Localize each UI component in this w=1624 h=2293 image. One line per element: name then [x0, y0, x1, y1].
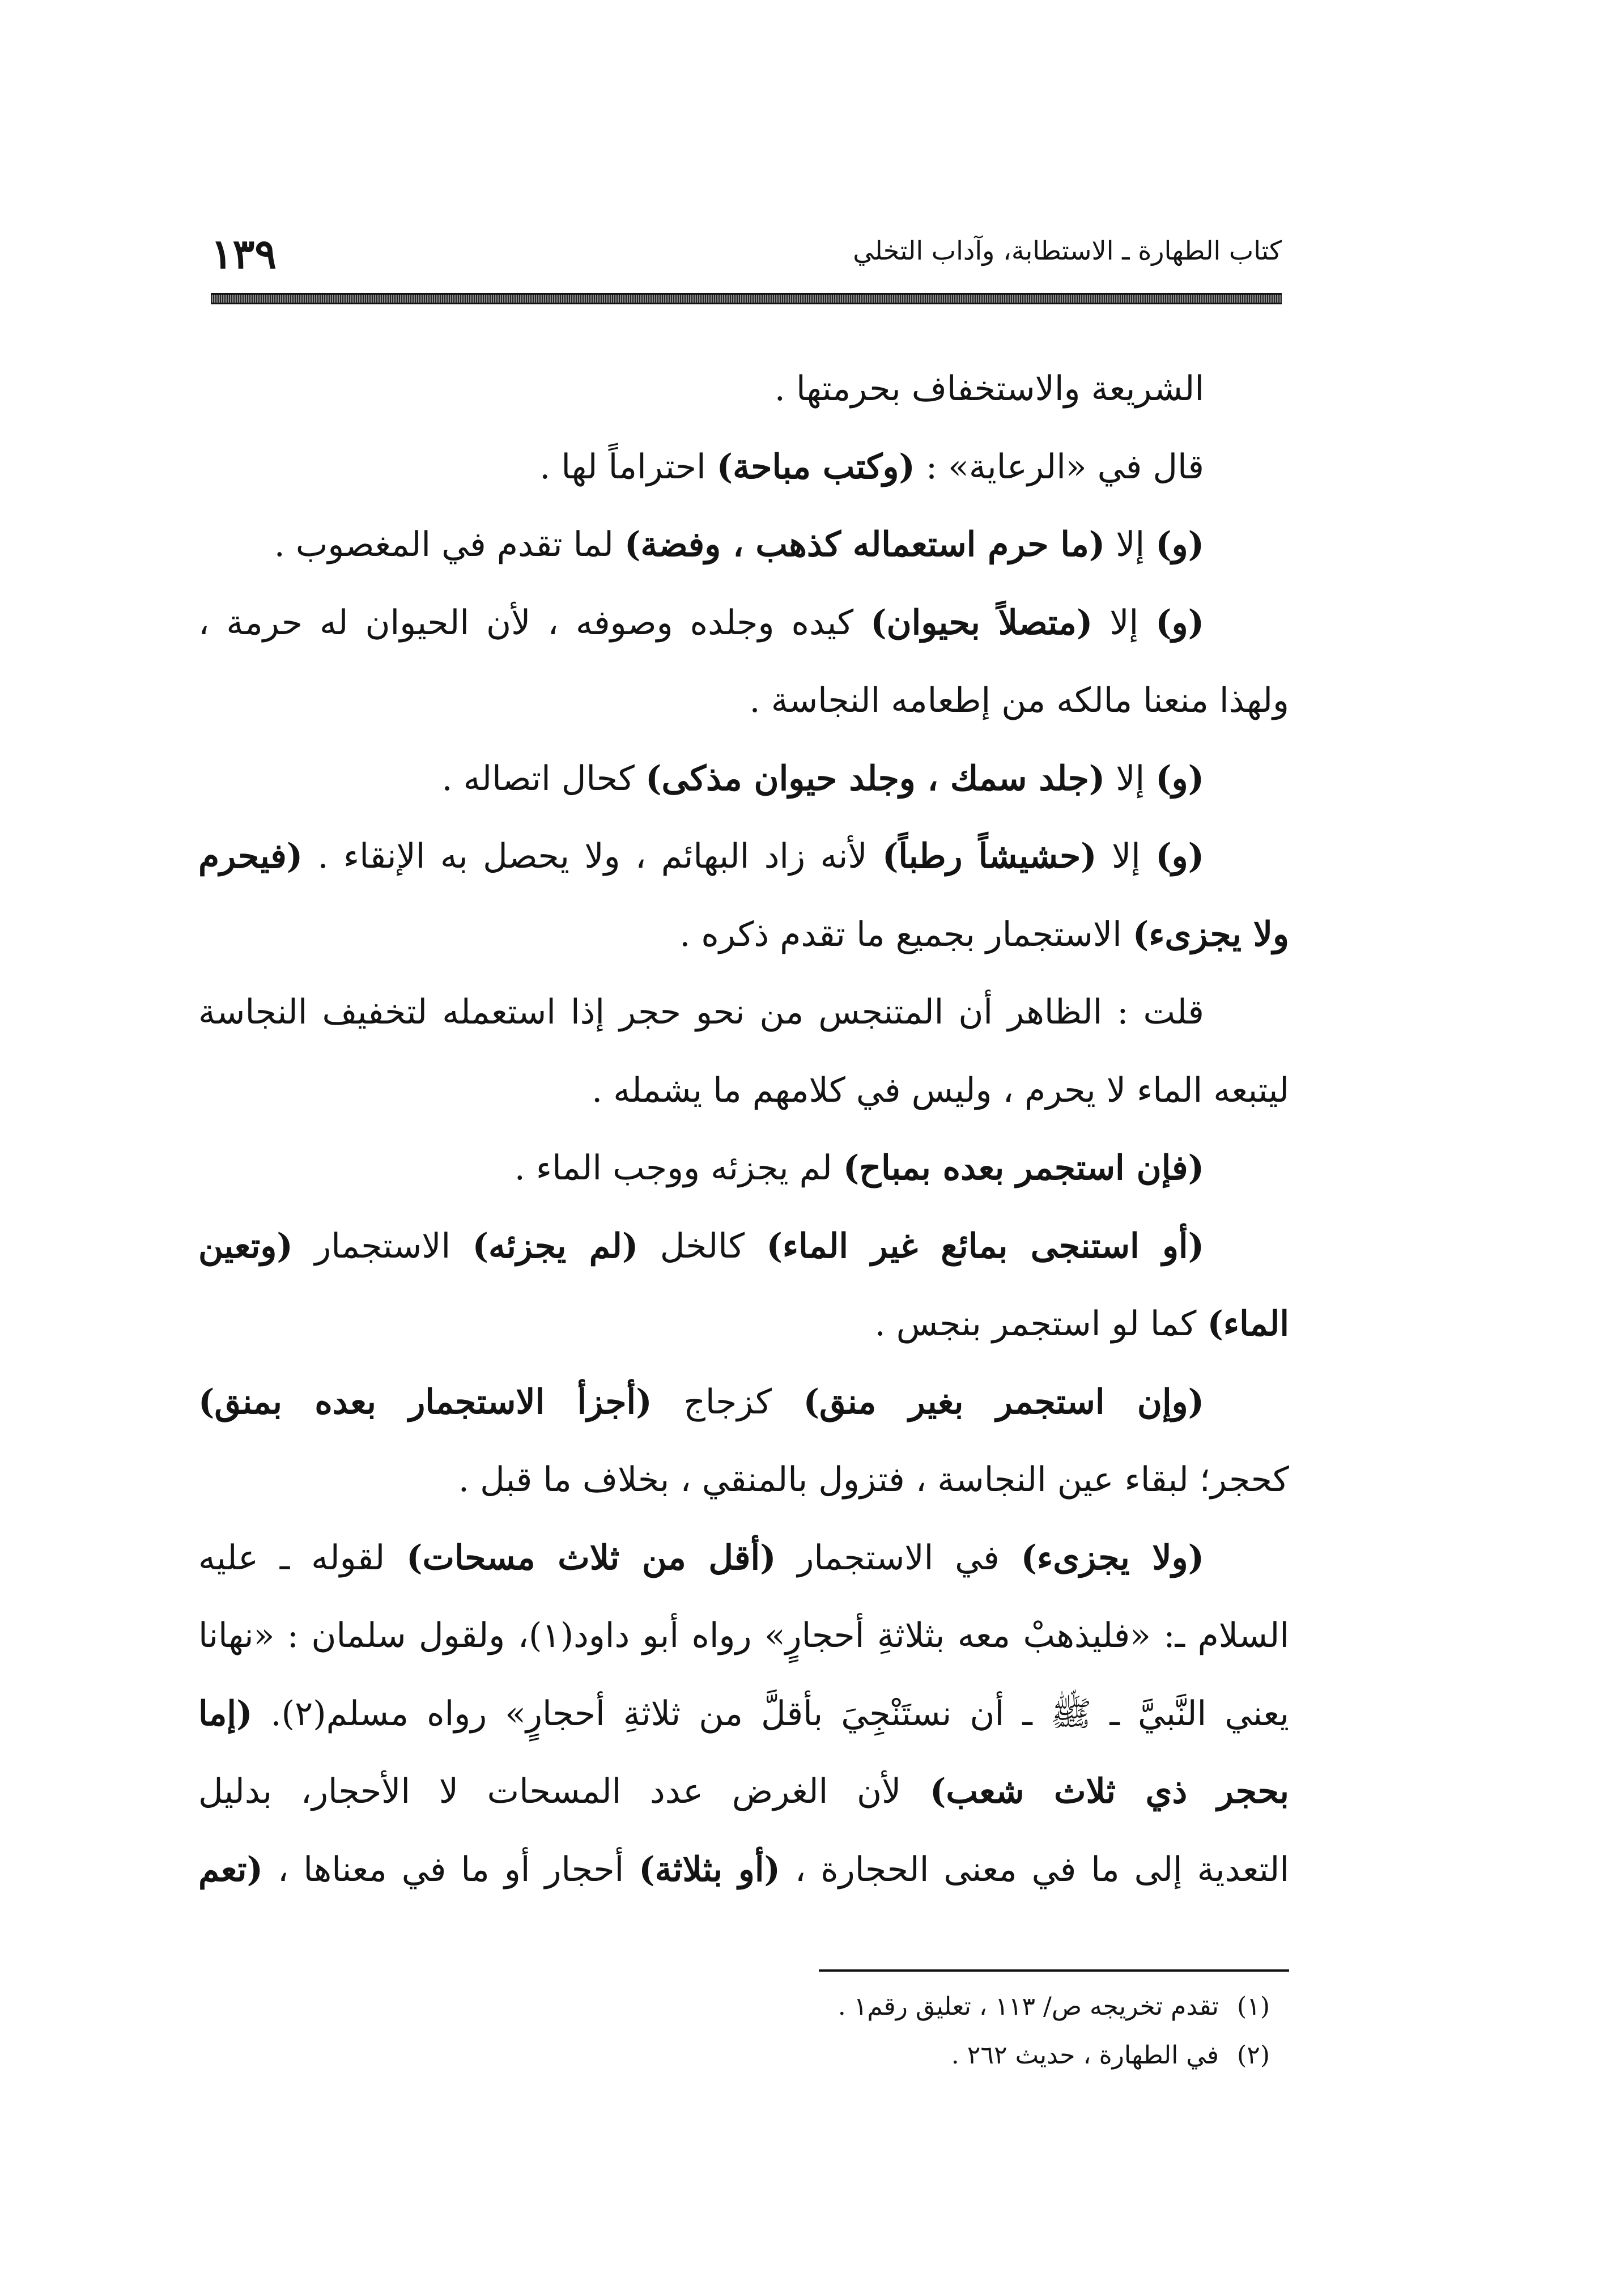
text-line — [198, 1129, 1289, 1208]
text-run: في الاستجمار — [776, 1538, 1021, 1578]
text-run: إلا — [1105, 758, 1156, 799]
text-line — [198, 1052, 1289, 1130]
text-run: إلا — [1096, 836, 1156, 876]
bold-text-run: (أو استنجى بمائع غير الماء) — [766, 1226, 1204, 1266]
bold-text-run: (و) — [1155, 758, 1204, 799]
text-line — [198, 1441, 1289, 1519]
text-run: أحجار أو ما في معناها ، — [262, 1849, 639, 1889]
bold-text-run: (وتعين — [198, 1226, 293, 1266]
chapter-title: كتاب الطهارة ـ الاستطابة، وآداب التخلي — [853, 235, 1282, 266]
bold-text-run: (جلد سمك ، وجلد حيوان مذكى) — [645, 758, 1106, 799]
footnote-number: (١) — [1237, 1992, 1270, 2021]
text-line — [198, 1519, 1289, 1598]
text-run: إلا — [1092, 602, 1156, 643]
bold-text-run: (فيحرم — [198, 836, 303, 876]
footnote-divider — [819, 1969, 1289, 1972]
text-run: احتراماً لها . — [539, 447, 717, 487]
bold-text-run: (و) — [1155, 602, 1204, 643]
text-line — [198, 1364, 1289, 1442]
footnotes — [477, 1982, 1270, 2080]
text-line — [198, 1831, 1289, 1909]
text-line — [198, 818, 1289, 896]
main-text — [198, 350, 1289, 1909]
text-line — [198, 662, 1289, 740]
running-header — [211, 230, 1282, 298]
text-line — [198, 584, 1289, 663]
text-run: كحجر؛ لبقاء عين النجاسة ، فتزول بالمنقي ، بخلاف ما قبل . — [458, 1460, 1289, 1500]
bold-text-run: بحجر ذي ثلاث شعب) — [929, 1772, 1289, 1811]
bold-text-run: (لم يجزئه) — [472, 1226, 639, 1266]
bold-text-run: (و) — [1155, 836, 1204, 876]
text-line — [198, 1208, 1289, 1286]
text-run: قال في «الرعاية» : — [915, 447, 1204, 487]
bold-text-run: (متصلاً بحيوان) — [870, 602, 1093, 643]
footnote-text: تقدم تخريجه ص/ ١١٣ ، تعليق رقم١ . — [837, 1992, 1219, 2021]
text-line — [198, 1753, 1289, 1831]
text-run: كحال اتصاله . — [441, 758, 646, 799]
header-rule — [211, 293, 1282, 304]
bold-text-run: (أقل من ثلاث مسحات) — [406, 1538, 776, 1578]
text-run: لما تقدم في المغصوب . — [274, 525, 624, 564]
footnote — [477, 2031, 1270, 2080]
text-run: لأنه زاد البهائم ، ولا يحصل به الإنقاء . — [303, 836, 882, 876]
bold-text-run: (وإن استجمر بغير منق) — [803, 1382, 1204, 1422]
text-line — [198, 1675, 1289, 1753]
bold-text-run: الماء) — [1207, 1304, 1289, 1344]
text-run: لأن الغرض عدد المسحات لا الأحجار، بدليل — [198, 1772, 930, 1811]
text-run: لم يجزئه ووجب الماء . — [514, 1148, 843, 1188]
text-line — [198, 974, 1289, 1052]
text-run: كزجاج — [652, 1382, 804, 1422]
text-run: كالخل — [638, 1226, 767, 1266]
bold-text-run: ولا يجزىء) — [1132, 914, 1289, 954]
footnote — [477, 1982, 1270, 2031]
bold-text-run: (تعم — [198, 1849, 263, 1889]
text-run: التعدية إلى ما في معنى الحجارة ، — [780, 1849, 1289, 1889]
bold-text-run: (فإن استجمر بعده بمباح) — [843, 1148, 1204, 1188]
text-line — [198, 896, 1289, 974]
text-line — [198, 506, 1289, 584]
text-line — [198, 428, 1289, 507]
bold-text-run: (إما — [198, 1693, 253, 1734]
text-line — [198, 1285, 1289, 1364]
bold-text-run: (و) — [1155, 525, 1204, 564]
text-line — [198, 1597, 1289, 1675]
text-run: يعني النَّبيَّ ـ ﷺ ـ أن نستَنْجِيَ بأقلَّ من ثلاثةِ أحجارٍ» رواه مسلم(٢). — [252, 1693, 1289, 1734]
bold-text-run: (وكتب مباحة) — [716, 447, 915, 487]
text-run: السلام ـ: «فليذهبْ معه بثلاثةِ أحجارٍ» رواه أبو داود(١)، ولقول سلمان : «نهانا — [198, 1616, 1289, 1655]
text-run: الاستجمار بجميع ما تقدم ذكره . — [679, 914, 1133, 954]
bold-text-run: (ما حرم استعماله كذهب ، وفضة) — [624, 525, 1106, 564]
text-run: ليتبعه الماء لا يحرم ، وليس في كلامهم ما يشمله . — [592, 1070, 1289, 1110]
text-run: لقوله ـ عليه — [198, 1538, 407, 1578]
bold-text-run: (أجزأ الاستجمار بعده بمنق) — [198, 1382, 652, 1422]
text-line — [198, 350, 1289, 428]
text-line — [198, 740, 1289, 818]
text-run: كما لو استجمر بنجس . — [874, 1304, 1208, 1344]
text-run: قلت : الظاهر أن المتنجس من نحو حجر إذا استعمله لتخفيف النجاسة — [198, 992, 1204, 1032]
bold-text-run: (أو بثلاثة) — [639, 1849, 780, 1889]
text-run: كيده وجلده وصوفه ، لأن الحيوان له حرمة ، — [198, 602, 871, 643]
footnote-number: (٢) — [1237, 2041, 1270, 2070]
text-run: إلا — [1105, 525, 1156, 564]
bold-text-run: (حشيشاً رطباً) — [882, 836, 1097, 876]
text-run: ولهذا منعنا مالكه من إطعامه النجاسة . — [749, 681, 1289, 720]
text-run: الاستجمار — [292, 1226, 473, 1266]
text-run: الشريعة والاستخفاف بحرمتها . — [774, 369, 1204, 409]
bold-text-run: (ولا يجزىء) — [1021, 1538, 1204, 1578]
footnote-text: في الطهارة ، حديث ٢٦٢ . — [951, 2041, 1219, 2070]
page-number: ١٣٩ — [211, 230, 277, 278]
